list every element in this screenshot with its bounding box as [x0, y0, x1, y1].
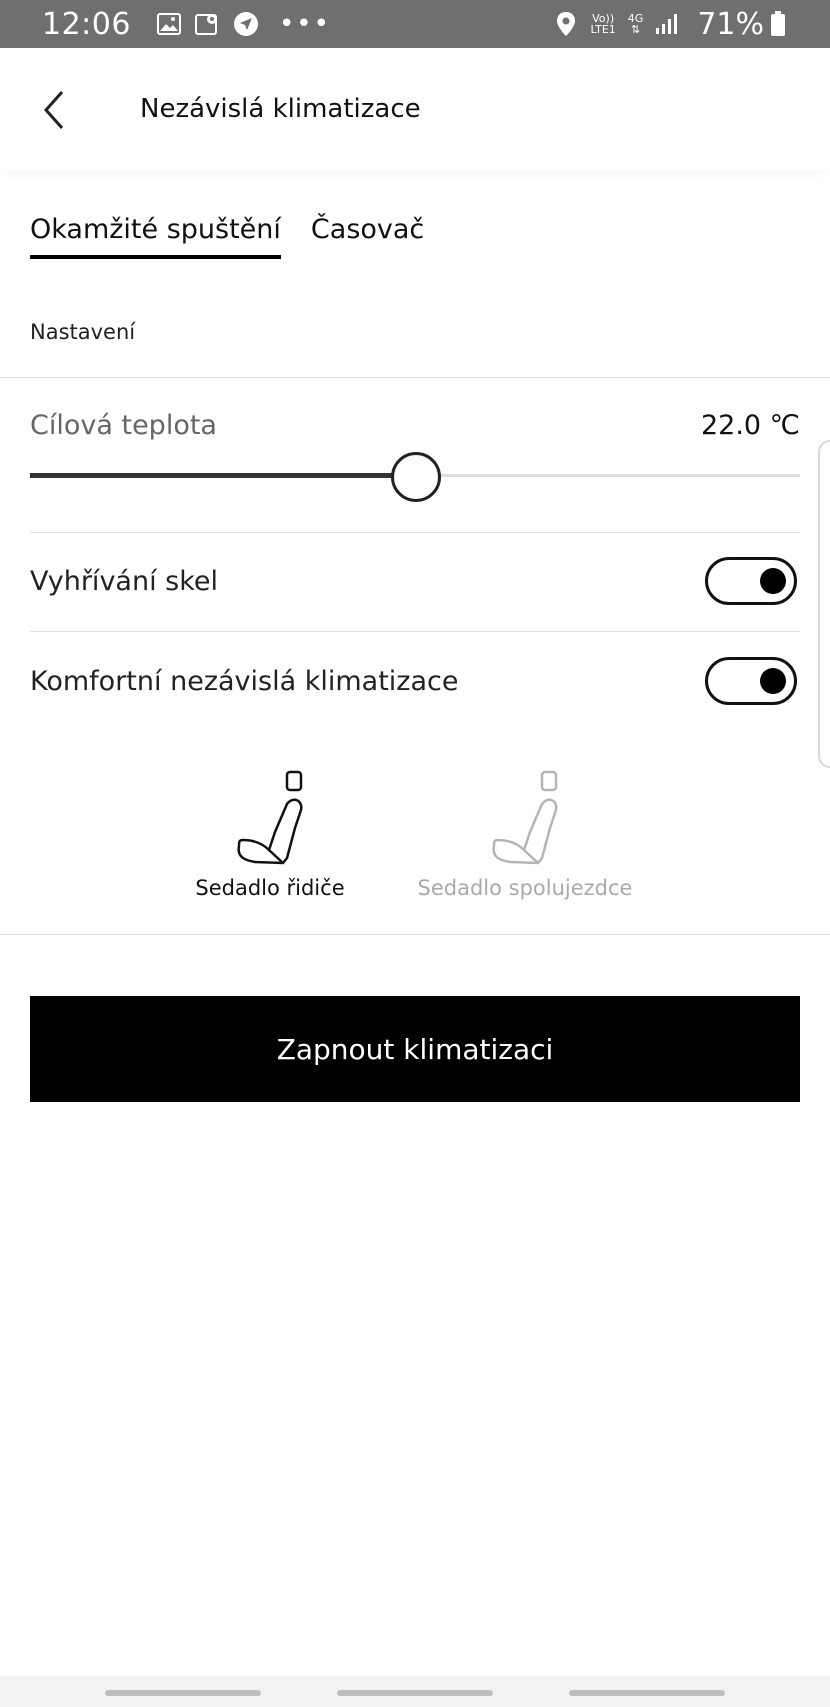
data-arrows-icon: ⇅	[630, 23, 641, 36]
temperature-slider[interactable]	[30, 452, 800, 500]
divider	[0, 377, 830, 378]
system-nav-bar	[0, 1676, 830, 1707]
divider	[0, 934, 830, 935]
comfort-climate-label: Komfortní nezávislá klimatizace	[30, 666, 459, 697]
tab-instant-start[interactable]: Okamžité spuštění	[30, 214, 281, 259]
passenger-seat-label: Sedadlo spolujezdce	[417, 876, 633, 900]
passenger-seat-option[interactable]	[410, 770, 640, 900]
target-temperature-value: 22.0 ℃	[700, 410, 800, 441]
glass-heating-toggle[interactable]	[705, 557, 797, 605]
status-time: 12:06	[42, 6, 131, 42]
network-type	[628, 13, 644, 35]
start-climate-button[interactable]: Zapnout klimatizaci	[30, 996, 800, 1102]
status-bar-left	[42, 7, 331, 42]
comfort-climate-toggle[interactable]	[705, 657, 797, 705]
page-title: Nezávislá klimatizace	[140, 94, 421, 124]
toggle-knob	[760, 568, 786, 594]
slider-thumb[interactable]	[391, 452, 441, 502]
slider-fill	[30, 473, 415, 478]
seat-icon	[225, 770, 315, 866]
network-type-label: 4G	[627, 12, 644, 25]
status-bar	[0, 0, 830, 48]
volte-top: Vo))	[592, 12, 615, 25]
tab-timer[interactable]: Časovač	[310, 214, 425, 245]
driver-seat-option[interactable]	[190, 770, 350, 900]
more-dots-icon: •••	[278, 9, 331, 39]
target-temperature-label: Cílová teplota	[30, 410, 217, 441]
battery-percent: 71%	[697, 6, 764, 42]
glass-heating-label: Vyhřívání skel	[30, 566, 219, 597]
volte-indicator	[590, 13, 615, 35]
edge-panel-handle[interactable]	[818, 440, 830, 768]
chevron-left-icon	[36, 88, 72, 132]
nav-home-button[interactable]	[337, 1690, 493, 1696]
divider	[30, 631, 800, 632]
battery-icon	[770, 11, 786, 37]
navigation-icon	[233, 11, 259, 37]
app-header	[0, 48, 830, 170]
tab-bar	[30, 214, 454, 259]
nav-recent-button[interactable]	[105, 1690, 261, 1696]
status-bar-right	[556, 7, 800, 42]
section-label-settings: Nastavení	[30, 320, 136, 344]
image-icon	[157, 13, 181, 35]
nav-back-button[interactable]	[569, 1690, 725, 1696]
driver-seat-label: Sedadlo řidiče	[195, 876, 345, 900]
toggle-knob	[760, 668, 786, 694]
signal-icon	[655, 13, 679, 35]
seat-icon	[480, 770, 570, 866]
map-pin-icon	[195, 12, 219, 36]
location-icon	[556, 11, 576, 37]
divider	[30, 532, 800, 533]
back-button[interactable]	[36, 88, 72, 132]
volte-bottom: LTE1	[590, 23, 616, 36]
